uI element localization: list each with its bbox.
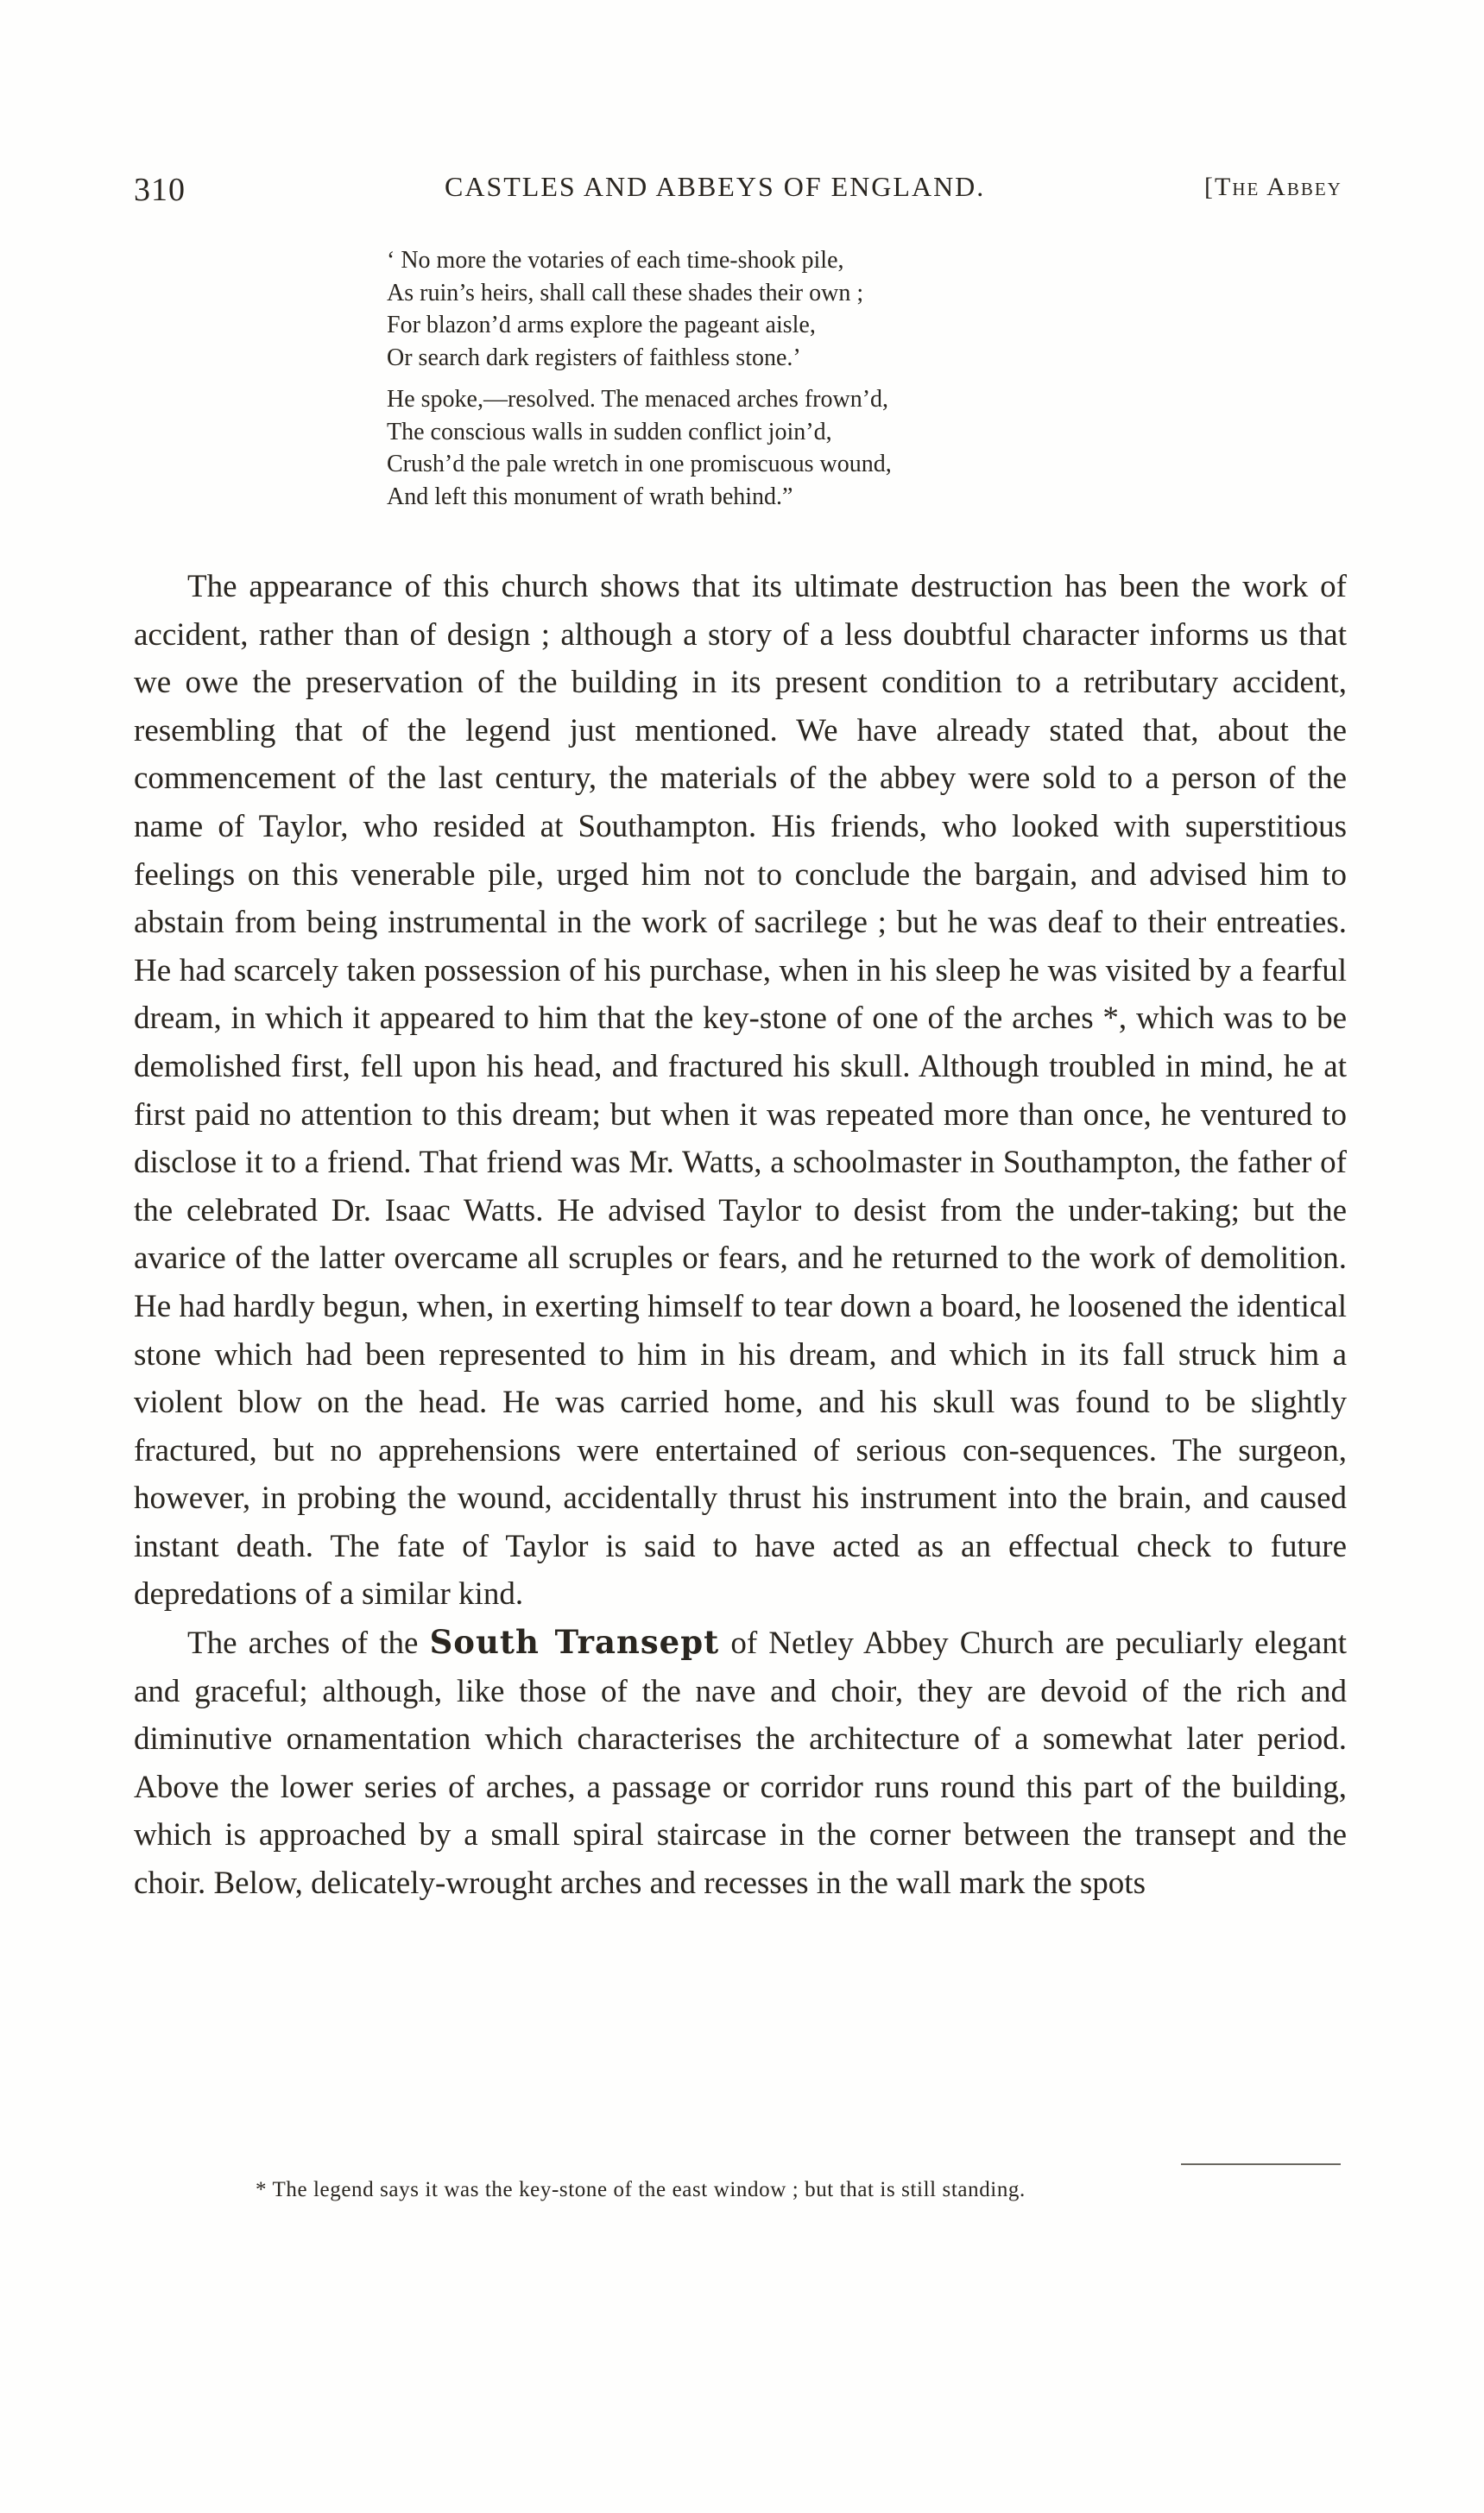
paragraph-text: The arches of the <box>187 1626 430 1662</box>
page-number: 310 <box>134 172 186 208</box>
verse-stanza <box>387 383 1164 513</box>
verse-line: As ruin’s heirs, shall call these shades their own ; <box>387 279 864 306</box>
paragraph-text: of Netley Abbey Church are peculiarly elegant and graceful; although, like those of the nave and choir, they are devoid of the rich and diminutive ornamentation which characterises the architecture of a somewhat later period. Above the lower series of arches, a passage or corridor runs round this part of the building, which is approached by a small spiral staircase in the corner between the transept and the choir. Below, delicately-wrought arches and recesses in the wall mark the spots <box>134 1626 1348 1902</box>
running-head <box>134 171 1360 214</box>
verse-line: Crush’d the pale wretch in one promiscuous wound, <box>387 451 892 477</box>
section-marker: [The Abbey <box>1204 173 1342 201</box>
verse-line: Or search dark registers of faithless stone.’ <box>387 344 801 371</box>
paragraph: The appearance of this church shows that its ultimate destruction has been the work of accident, rather than of design ; although a story of a less doubtful character informs us that we owe the preservation of the building in its present condition to a retributary accident, resembling that of the legend just mentioned. We have already stated that, about the commencement of the last century, the materials of the abbey were sold to a person of the name of Taylor, who resided at Southampton. His friends, who looked with superstitious feelings on this venerable pile, urged him not to conclude the bargain, and advised him to abstain from being instrumental in the work of sacrilege ; but he was deaf to their entreaties. He had scarcely taken possession of his purchase, when in his sleep he was visited by a fearful dream, in which it appeared to him that the key-stone of one of the arches *, which was to be demolished first, fell upon his head, and fractured his skull. Although troubled in mind, he at first paid no attention to this dream; but when it was repeated more than once, he ventured to disclose it to a friend. That friend was Mr. Watts, a schoolmaster in Southampton, the father of the celebrated Dr. Isaac Watts. He advised Taylor to desist from the under-taking; but the avarice of the latter overcame all scruples or fears, and he returned to the work of demolition. He had hardly begun, when, in exerting himself to tear down a board, he loosened the identical stone which had been represented to him in his dream, and which in its fall struck him a violent blow on the head. He was carried home, and his skull was found to be slightly fractured, but no apprehensions were entertained of serious con-sequences. The surgeon, however, in probing the wound, accidentally thrust his instrument into the brain, and caused instant death. The fate of Taylor is said to have acted as an effectual check to future depredations of a similar kind. <box>134 569 1347 1613</box>
verse-line: For blazon’d arms explore the pageant aisle, <box>387 312 816 338</box>
footnote-rule <box>1181 2163 1341 2165</box>
verse-line: He spoke,—resolved. The menaced arches frown’d, <box>387 386 889 413</box>
verse-line: ‘ No more the votaries of each time-shook pile, <box>387 247 844 274</box>
body-text <box>134 563 1347 1908</box>
blackletter-phrase: South Transept <box>429 1623 720 1662</box>
verse-stanza <box>387 244 1164 374</box>
paragraph <box>134 1619 1347 1908</box>
verse-line: The conscious walls in sudden conflict join’d, <box>387 418 832 445</box>
running-title: CASTLES AND ABBEYS OF ENGLAND. <box>445 171 986 202</box>
footnote: * The legend says it was the key-stone of the east window ; but that is still standing. <box>256 2178 1026 2201</box>
verse-quotation <box>387 244 1164 513</box>
verse-line: And left this monument of wrath behind.” <box>387 483 793 510</box>
